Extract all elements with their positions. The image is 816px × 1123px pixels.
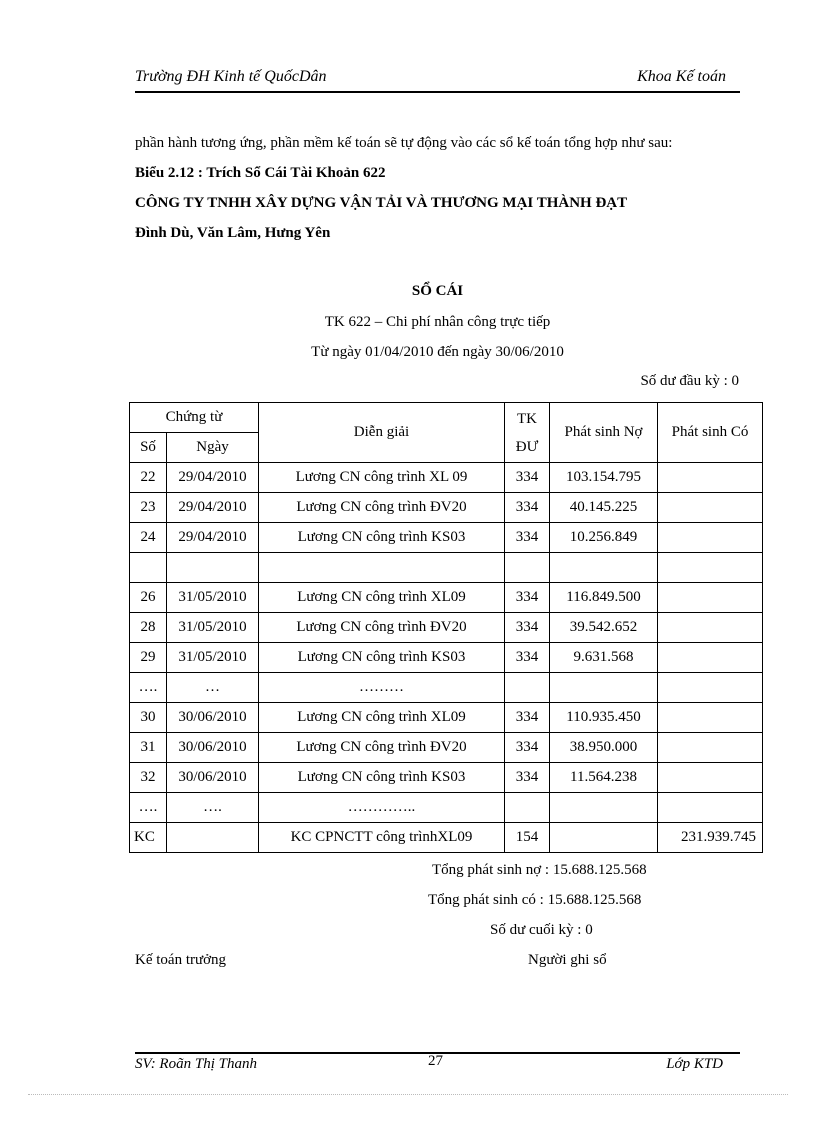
voucher-no-cell: 31 bbox=[130, 733, 167, 763]
voucher-no-cell: KC bbox=[130, 823, 167, 853]
chief-accountant-signature: Kế toán trưởng bbox=[135, 952, 227, 968]
voucher-no-cell: 24 bbox=[130, 523, 167, 553]
recorder-signature: Người ghi sổ bbox=[528, 952, 607, 968]
voucher-date-cell: …. bbox=[167, 793, 259, 823]
debit-cell bbox=[550, 553, 658, 583]
counter-account-cell: 334 bbox=[505, 733, 550, 763]
voucher-date-cell: 30/06/2010 bbox=[167, 763, 259, 793]
header-rule bbox=[135, 91, 740, 93]
header-school: Trường ĐH Kinh tế QuốcDân bbox=[135, 68, 327, 85]
debit-cell: 11.564.238 bbox=[550, 763, 658, 793]
ledger-body bbox=[130, 463, 763, 853]
counter-account-cell: 334 bbox=[505, 643, 550, 673]
table-row bbox=[130, 793, 763, 823]
voucher-date-cell: 30/06/2010 bbox=[167, 733, 259, 763]
voucher-no-cell: 29 bbox=[130, 643, 167, 673]
counter-account-cell: 154 bbox=[505, 823, 550, 853]
table-row bbox=[130, 703, 763, 733]
credit-cell bbox=[658, 673, 763, 703]
voucher-date-cell: 29/04/2010 bbox=[167, 523, 259, 553]
header-department: Khoa Kế toán bbox=[637, 68, 726, 85]
table-row bbox=[130, 643, 763, 673]
description-cell: Lương CN công trình ĐV20 bbox=[259, 493, 505, 523]
counter-account-cell bbox=[505, 553, 550, 583]
counter-account-header-top: TK bbox=[517, 410, 537, 427]
table-header-row bbox=[130, 403, 763, 433]
page-number: 27 bbox=[428, 1053, 443, 1069]
counter-account-cell: 334 bbox=[505, 763, 550, 793]
counter-account-cell bbox=[505, 673, 550, 703]
voucher-no-cell: 28 bbox=[130, 613, 167, 643]
voucher-no-header: Số bbox=[130, 433, 167, 463]
closing-balance: Số dư cuối kỳ : 0 bbox=[490, 922, 593, 938]
credit-cell bbox=[658, 763, 763, 793]
counter-account-cell bbox=[505, 793, 550, 823]
intro-text: phần hành tương ứng, phần mềm kế toán sẽ tự động vào các sổ kế toán tổng hợp như sau: bbox=[135, 135, 673, 151]
table-row bbox=[130, 763, 763, 793]
table-row bbox=[130, 583, 763, 613]
voucher-no-cell: 26 bbox=[130, 583, 167, 613]
voucher-no-cell: …. bbox=[130, 793, 167, 823]
description-cell bbox=[259, 553, 505, 583]
description-cell: Lương CN công trình ĐV20 bbox=[259, 613, 505, 643]
ledger-title: SỔ CÁI bbox=[411, 283, 464, 299]
credit-cell bbox=[658, 703, 763, 733]
footer-class: Lớp KTD bbox=[666, 1056, 723, 1072]
total-credit: Tổng phát sinh có : 15.688.125.568 bbox=[428, 892, 642, 908]
credit-cell bbox=[658, 523, 763, 553]
table-row bbox=[130, 463, 763, 493]
voucher-date-cell: 31/05/2010 bbox=[167, 613, 259, 643]
counter-account-cell: 334 bbox=[505, 523, 550, 553]
credit-header: Phát sinh Có bbox=[658, 403, 763, 463]
table-row bbox=[130, 523, 763, 553]
credit-cell bbox=[658, 793, 763, 823]
voucher-no-cell: 23 bbox=[130, 493, 167, 523]
ledger-account: TK 622 – Chi phí nhân công trực tiếp bbox=[324, 314, 551, 330]
table-row bbox=[130, 493, 763, 523]
voucher-no-cell: …. bbox=[130, 673, 167, 703]
description-cell: Lương CN công trình KS03 bbox=[259, 523, 505, 553]
credit-cell bbox=[658, 583, 763, 613]
voucher-date-cell: 29/04/2010 bbox=[167, 493, 259, 523]
table-row bbox=[130, 673, 763, 703]
counter-account-cell: 334 bbox=[505, 613, 550, 643]
debit-cell: 116.849.500 bbox=[550, 583, 658, 613]
debit-cell: 39.542.652 bbox=[550, 613, 658, 643]
credit-cell bbox=[658, 463, 763, 493]
voucher-date-cell bbox=[167, 823, 259, 853]
voucher-date-cell: 30/06/2010 bbox=[167, 703, 259, 733]
voucher-date-cell bbox=[167, 553, 259, 583]
voucher-no-cell: 30 bbox=[130, 703, 167, 733]
description-cell: ……… bbox=[259, 673, 505, 703]
company-address: Đình Dù, Văn Lâm, Hưng Yên bbox=[135, 225, 331, 241]
table-row bbox=[130, 613, 763, 643]
total-debit: Tổng phát sinh nợ : 15.688.125.568 bbox=[432, 862, 647, 878]
counter-account-cell: 334 bbox=[505, 583, 550, 613]
voucher-no-cell bbox=[130, 553, 167, 583]
description-cell: Lương CN công trình XL09 bbox=[259, 583, 505, 613]
debit-cell bbox=[550, 823, 658, 853]
debit-header: Phát sinh Nợ bbox=[550, 403, 658, 463]
opening-balance: Số dư đầu kỳ : 0 bbox=[640, 373, 739, 389]
description-cell: Lương CN công trình XL 09 bbox=[259, 463, 505, 493]
counter-account-header-bottom: ĐƯ bbox=[515, 438, 539, 455]
table-row bbox=[130, 553, 763, 583]
credit-cell bbox=[658, 643, 763, 673]
description-cell: Lương CN công trình XL09 bbox=[259, 703, 505, 733]
debit-cell: 103.154.795 bbox=[550, 463, 658, 493]
figure-caption: Biểu 2.12 : Trích Sổ Cái Tài Khoản 622 bbox=[135, 165, 386, 181]
description-cell: Lương CN công trình KS03 bbox=[259, 763, 505, 793]
credit-cell bbox=[658, 613, 763, 643]
voucher-no-cell: 22 bbox=[130, 463, 167, 493]
description-cell: KC CPNCTT công trìnhXL09 bbox=[259, 823, 505, 853]
voucher-date-cell: 31/05/2010 bbox=[167, 643, 259, 673]
debit-cell: 110.935.450 bbox=[550, 703, 658, 733]
voucher-header: Chứng từ bbox=[130, 403, 259, 433]
counter-account-cell: 334 bbox=[505, 493, 550, 523]
intro-paragraph bbox=[135, 128, 740, 248]
counter-account-cell: 334 bbox=[505, 463, 550, 493]
debit-cell: 38.950.000 bbox=[550, 733, 658, 763]
credit-cell bbox=[658, 553, 763, 583]
debit-cell: 9.631.568 bbox=[550, 643, 658, 673]
table-row bbox=[130, 733, 763, 763]
footer-student: SV: Roãn Thị Thanh bbox=[135, 1056, 257, 1072]
page-bottom-divider bbox=[28, 1094, 788, 1095]
counter-account-header bbox=[505, 403, 550, 463]
description-cell: Lương CN công trình KS03 bbox=[259, 643, 505, 673]
description-header: Diễn giải bbox=[259, 403, 505, 463]
voucher-date-cell: 31/05/2010 bbox=[167, 583, 259, 613]
debit-cell bbox=[550, 793, 658, 823]
voucher-no-cell: 32 bbox=[130, 763, 167, 793]
voucher-date-header: Ngày bbox=[167, 433, 259, 463]
ledger-period: Từ ngày 01/04/2010 đến ngày 30/06/2010 bbox=[311, 344, 564, 360]
debit-cell bbox=[550, 673, 658, 703]
credit-cell bbox=[658, 733, 763, 763]
credit-cell bbox=[658, 493, 763, 523]
voucher-date-cell: 29/04/2010 bbox=[167, 463, 259, 493]
debit-cell: 40.145.225 bbox=[550, 493, 658, 523]
company-name: CÔNG TY TNHH XÂY DỰNG VẬN TẢI VÀ THƯƠNG MẠI THÀNH ĐẠT bbox=[135, 195, 628, 211]
description-cell: ………….. bbox=[259, 793, 505, 823]
ledger-table bbox=[129, 402, 763, 853]
voucher-date-cell: … bbox=[167, 673, 259, 703]
description-cell: Lương CN công trình ĐV20 bbox=[259, 733, 505, 763]
credit-cell: 231.939.745 bbox=[658, 823, 763, 853]
table-row bbox=[130, 823, 763, 853]
debit-cell: 10.256.849 bbox=[550, 523, 658, 553]
counter-account-cell: 334 bbox=[505, 703, 550, 733]
